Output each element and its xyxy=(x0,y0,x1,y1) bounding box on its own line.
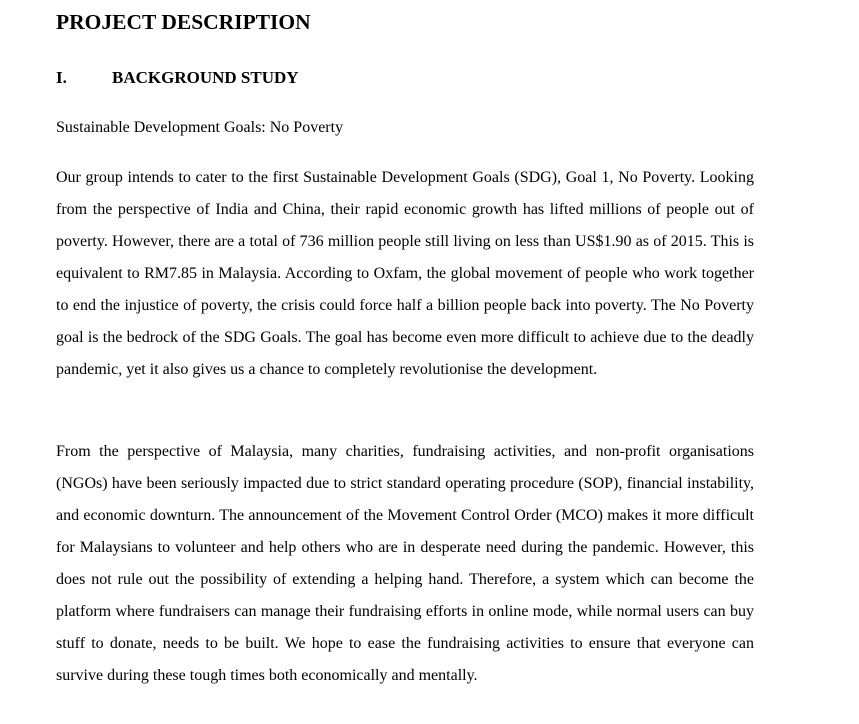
subheading: Sustainable Development Goals: No Poverty xyxy=(56,119,344,136)
section-title: BACKGROUND STUDY xyxy=(112,68,299,87)
paragraph-malaysia-perspective: From the perspective of Malaysia, many charities, fundraising activities, and non-profit organisations (NGOs) have been seriously impacted due to strict standard operating procedure (SOP), financial instability, and economic downturn. The announcement of the Movement Control Order (MCO) makes it more difficult for Malaysians to volunteer and help others who are in desperate need during the pandemic. However, this does not rule out the possibility of extending a helping hand. Therefore, a system which can become the platform where fundraisers can manage their fundraising efforts in online mode, while normal users can buy stuff to donate, needs to be built. We hope to ease the fundraising activities to ensure that everyone can survive during these tough times both economically and mentally. xyxy=(56,443,754,684)
document-title: PROJECT DESCRIPTION xyxy=(56,10,311,34)
section-heading xyxy=(56,67,299,89)
section-number: I. xyxy=(56,68,67,87)
paragraph-sdg-goal: Our group intends to cater to the first Sustainable Development Goals (SDG), Goal 1, No Poverty. Looking from the perspective of India and China, their rapid economic growth has lifted millions of people out of poverty. However, there are a total of 736 million people still living on less than US$1.90 as of 2015. This is equivalent to RM7.85 in Malaysia. According to Oxfam, the global movement of people who work together to end the injustice of poverty, the crisis could force half a billion people back into poverty. The No Poverty goal is the bedrock of the SDG Goals. The goal has become even more difficult to achieve due to the deadly pandemic, yet it also gives us a chance to completely revolutionise the development. xyxy=(56,169,754,378)
